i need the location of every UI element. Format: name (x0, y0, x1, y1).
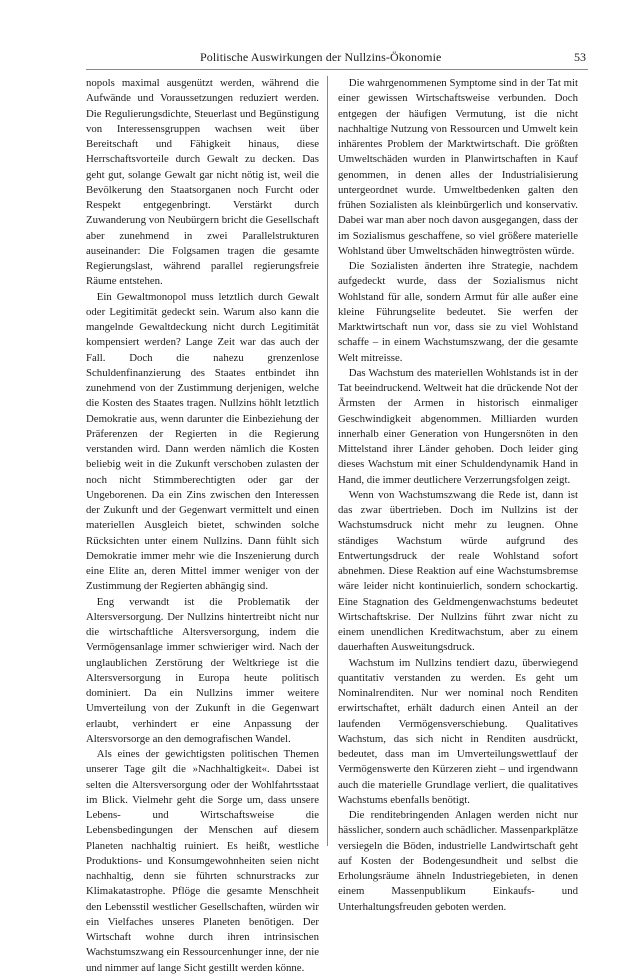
paragraph: Die renditebringenden Anlagen werden nicht nur hässlicher, sondern auch schädlicher. Massenparkplätze versiegeln die Böden, industrielle Landwirtschaft geht auf Kosten der Bodengesundheit und selbst die Erholungsräume ähneln Industriegebieten, in denen einem Massenpublikum Einkaufs- und Unterhaltungsfreuden geboten werden. (338, 809, 579, 913)
paragraph: Wenn von Wachstumszwang die Rede ist, dann ist das zwar übertrieben. Doch im Nullzins ist der Wachstumsdruck nicht mehr zu leugnen. Ohne ständiges Wachstum würde aufgrund des Entwertungsdruck der reale Wohlstand sofort abnehmen. Diese Reaktion auf eine Wachstumsbremse wäre leider nicht kontinuierlich, sondern schockartig. Eine Stagnation des Geldmengenwachstums bedeutet Wirtschaftskrise. Der Nullzins führt zwar nicht zu einem unendlichen Kreditwachstum, aber zu einem dauerhaften Ausweitungsdruck. (338, 488, 578, 654)
page-number: 53 (574, 50, 586, 64)
left-column (86, 76, 319, 976)
header-rule (86, 69, 588, 70)
right-column (338, 76, 578, 915)
paragraph: Das Wachstum des materiellen Wohlstands ist in der Tat beeindruckend. Weltweit hat die drückende Not der Ärmsten der Armen in historisch einmaliger Geschwindigkeit abgenommen. Milliarden wurden innerhalb einer Generation von Hungersnöten in den Mittelstand ihrer Länder gehoben. Doch leider ging dieses Wachstum mit einer Schuldendynamik Hand in Hand, die immer deutlichere Verzerrungsfolgen zeigt. (338, 366, 578, 486)
paragraph: Die wahrgenommenen Symptome sind in der Tat mit einer gewissen Wirtschaftsweise verbunden. Doch entgegen der häufigen Vermutung, ist die nicht nachhaltige Nutzung von Ressourcen und Umwelt kein inhärentes Problem der Marktwirtschaft. Die größten Umweltschäden wurden in Planwirtschaften in Kauf genommen, in denen alles der Industrialisierung untergeordnet wurde. Umweltbedenken galten den frühen Sozialisten als kleinbürgerlich und konservativ. Dabei war man aber noch davon ausgegangen, dass der im Sozialismus geschaffene, so viel größere materielle Wohlstand über Umweltschäden hinwegtrösten würde. (338, 77, 578, 257)
paragraph: Als eines der gewichtigsten politischen Themen unserer Tage gilt die »Nachhaltigkeit«. Dabei ist selten die Altersversorgung oder der Wohlfahrtsstaat im Blick. Vielmehr geht die Sorge um, dass unsere Lebens- und Wirtschaftsweise die Lebensbedingungen der Menschen auf diesem Planeten nachhaltig ruiniert. Es heißt, westliche Produktions- und Konsumgewohnheiten seien nicht nachhaltig, denn sie führten schnurstracks zur Klimakatastrophe. Pflöge die gesamte Menschheit den Lebensstil westlicher Gesellschaften, würden wir ein Vielfaches unseres Planeten benötigen. Der Wirtschaft wohne durch ihren intrinsischen Wachstumszwang ein Ressourcenhunger inne, der nie und nimmer auf lange Sicht gestillt werden könne. (86, 748, 319, 974)
column-divider (327, 76, 328, 846)
paragraph: Ein Gewaltmonopol muss letztlich durch Gewalt oder Legitimität gedeckt sein. Warum also kann die mangelnde Gewaltdeckung nicht durch Legitimität kompensiert werden? Lange Zeit war das auch der Fall. Doch die nahezu grenzenlose Schuldenfinanzierung des Staates entbindet ihn zunehmend von der Zustimmung derjenigen, welche die Kosten des Staates tragen. Nullzins höhlt letztlich Demokratie aus, wenn darunter die Einbeziehung der Präferenzen der Regierten in die Regierung verstanden wird. Dann werden nämlich die Kosten beliebig weit in die Zukunft verschoben zulasten der noch nicht Stimmberechtigten oder gar der Ungeborenen. Da ein Zins zwischen den Interessen der Zukunft und der Gegenwart vermittelt und einen materiellen Ausgleich bietet, schwinden solche Rücksichten unter einem Nullzins. Dann fühlt sich Demokratie immer mehr wie die Inszenierung durch eine Elite an, deren Mittel immer weniger von der Zustimmung der Regierten abhängig sind. (86, 290, 319, 593)
paragraph: nopols maximal ausgenützt werden, während die Aufwände und Voraussetzungen reduziert werden. Die Regulierungsdichte, Steuerlast und Begünstigung von Interessensgruppen wachsen weit über Bereitschaft und Fähigkeit hinaus, diese Herrschaftsvorteile durch Gewalt zu decken. Das geht gut, solange Gewalt gar nicht nötig ist, weil die Bevölkerung den Staatsorganen noch Furcht oder Respekt entgegenbringt. Verstärkt durch Zuwanderung von Neubürgern bricht die Gesellschaft aber zunehmend in zwei Parallelstrukturen auseinander: Die Folgsamen tragen die gesamte Regierungslast, während parallel regierungsfreie Räume entstehen. (86, 77, 319, 288)
running-title: Politische Auswirkungen der Nullzins-Ökonomie (200, 50, 442, 64)
paragraph: Eng verwandt ist die Problematik der Altersversorgung. Der Nullzins hintertreibt nicht nur die wirtschaftliche Altersversorgung, indem die Vermögensanlage immer schwieriger wird. Nach der unglaublichen Zerstörung der Weltkriege ist die Altersversorgung in Europa heute politisch dominiert. Da ein Nullzins immer weitere Umverteilung von der Zukunft in die Gegenwart erlaubt, verhindert er eine Anpassung der Altersvorsorge an den demografischen Wandel. (86, 595, 319, 745)
paragraph: Die Sozialisten änderten ihre Strategie, nachdem aufgedeckt wurde, dass der Sozialismus nicht Wohlstand für alle, sondern Armut für alle außer eine kleine Führungselite bedeutet. Sie werfen der Marktwirtschaft nun vor, dass sie zu viel Wohlstand schaffe – in einem Wachstumszwang, der die gesamte Welt mitreisse. (338, 260, 578, 364)
paragraph: Wachstum im Nullzins tendiert dazu, überwiegend quantitativ verstanden zu werden. Es geht um Nominalrenditen. Nur wer nominal noch Renditen erwirtschaftet, erhält dadurch einen Anteil an der laufenden Vermögensverschiebung. Qualitatives Wachstum, das sich nicht in Renditen ausdrückt, bedeutet, dass man im Umverteilungswettlauf der Vermögenswerte den Kürzeren zieht – und irgendwann auch die materielle Grundlage verliert, die qualitatives Wachstums ebenfalls benötigt. (338, 656, 578, 806)
